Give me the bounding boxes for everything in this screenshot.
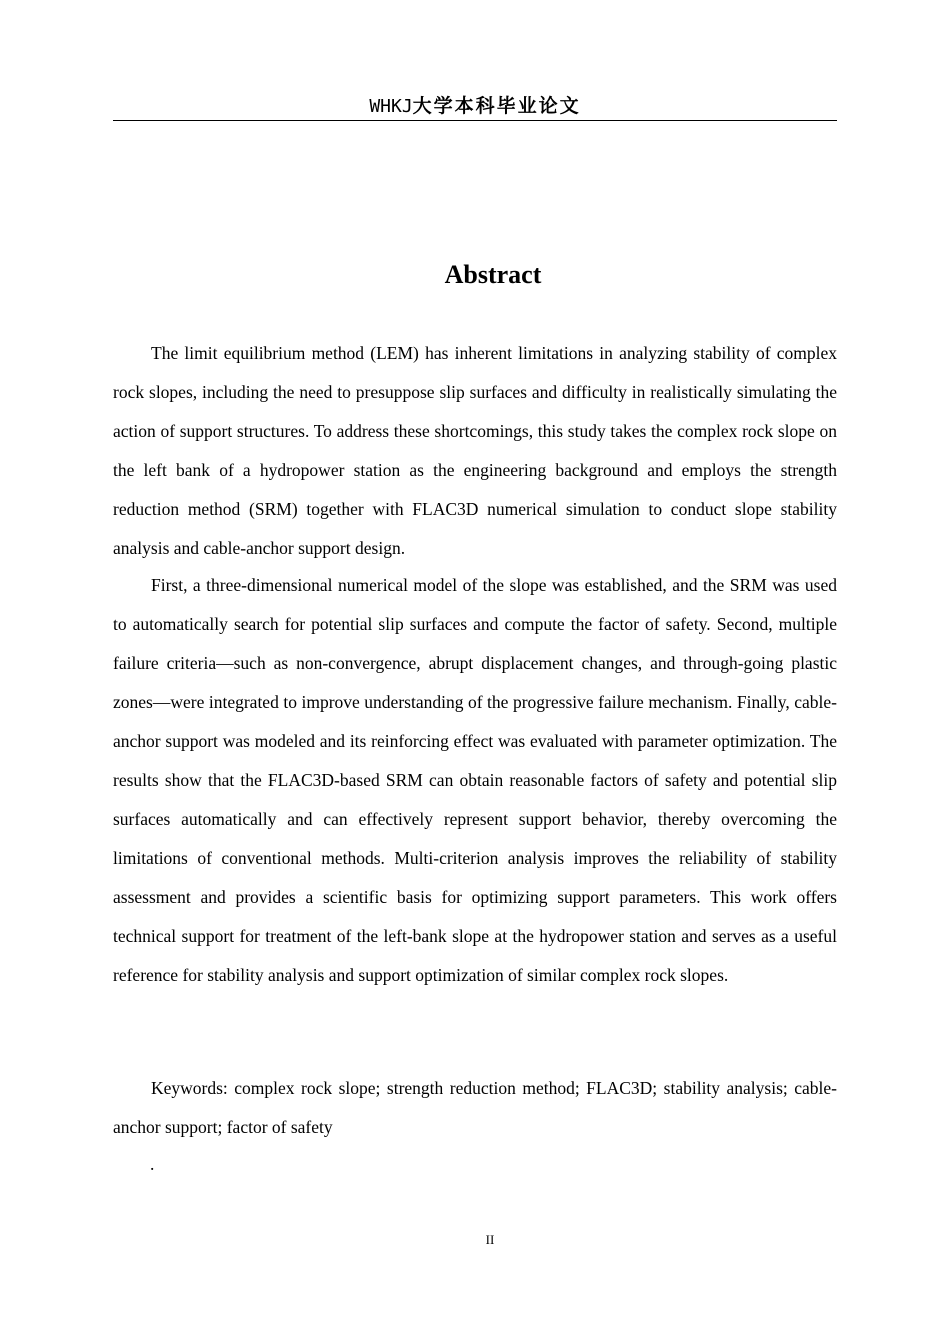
abstract-title: Abstract xyxy=(444,260,542,289)
header-thesis-label: 大学本科毕业论文 xyxy=(412,95,581,117)
page-number: II xyxy=(485,1232,495,1247)
header-institution-code: WHKJ xyxy=(369,96,413,117)
keywords-line: Keywords: complex rock slope; strength reduction method; FLAC3D; stability analysis; cable-anchor support; factor of safety xyxy=(113,1078,837,1137)
abstract-paragraph-1: The limit equilibrium method (LEM) has inherent limitations in analyzing stability of complex rock slopes, including the need to presuppose slip surfaces and difficulty in realistically simulating the action of support structures. To address these shortcomings, this study takes the complex rock slope on the left bank of a hydropower station as the engineering background and employs the strength reduction method (SRM) together with FLAC3D numerical simulation to conduct slope stability analysis and cable-anchor support design. xyxy=(113,343,837,558)
stray-period-mark: . xyxy=(150,1154,155,1174)
abstract-body xyxy=(113,334,837,995)
abstract-paragraph-2: First, a three-dimensional numerical model of the slope was established, and the SRM was used to automatically search for potential slip surfaces and compute the factor of safety. Second, multiple failure criteria—such as non-convergence, abrupt displacement changes, and through-going plastic zones—were integrated to improve understanding of the progressive failure mechanism. Finally, cable-anchor support was modeled and its reinforcing effect was evaluated with parameter optimization. The results show that the FLAC3D-based SRM can obtain reasonable factors of safety and potential slip surfaces automatically and can effectively represent support behavior, thereby overcoming the limitations of conventional methods. Multi-criterion analysis improves the reliability of stability assessment and provides a scientific basis for optimizing support parameters. This work offers technical support for treatment of the left-bank slope at the hydropower station and serves as a useful reference for stability analysis and support optimization of similar complex rock slopes. xyxy=(113,575,837,985)
running-header xyxy=(113,92,837,121)
